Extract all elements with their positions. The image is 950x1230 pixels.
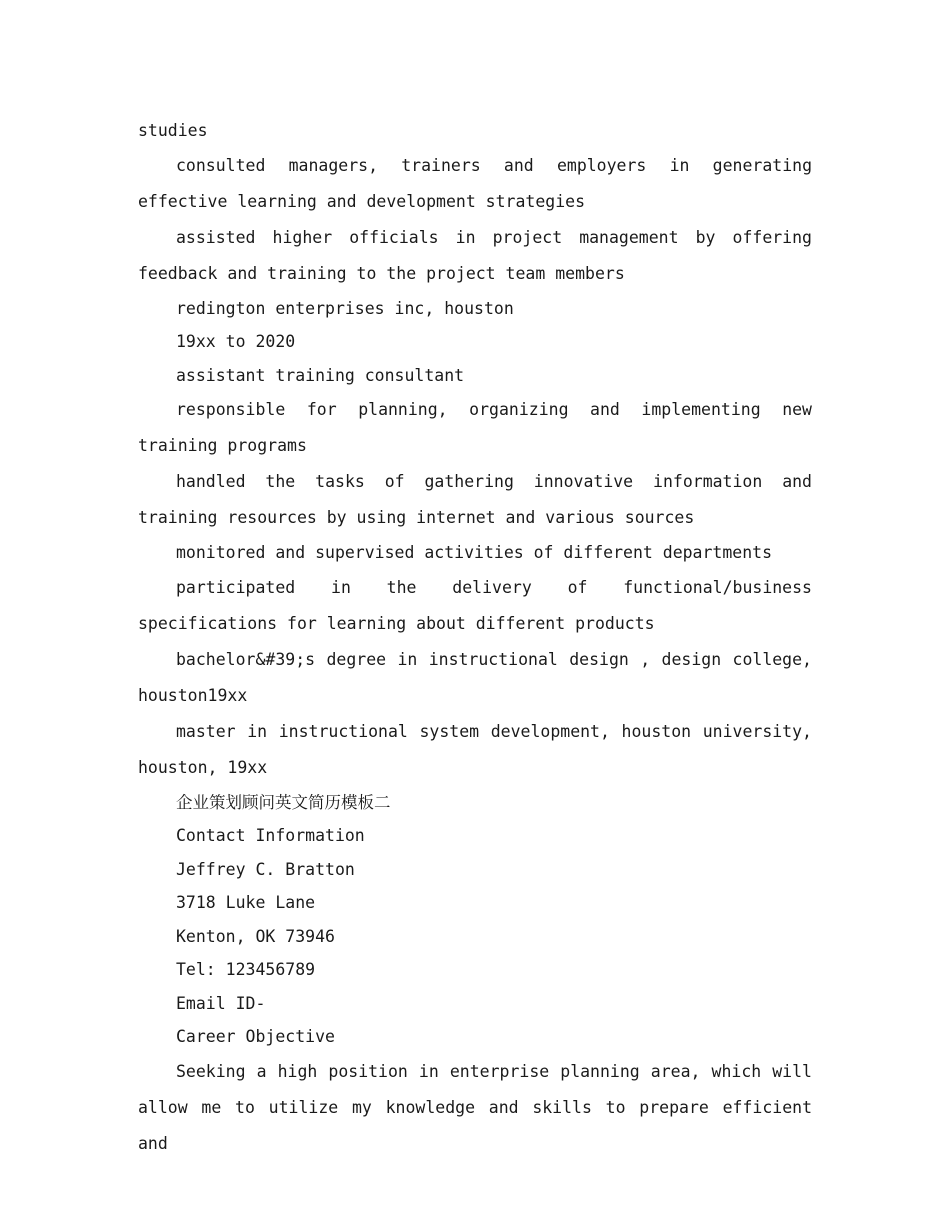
objective-heading: Career Objective <box>176 1027 335 1046</box>
text-line: monitored and supervised activities of different departments <box>176 543 773 562</box>
employer-line: redington enterprises inc, houston <box>176 298 514 318</box>
contact-city: Kenton, OK 73946 <box>176 926 335 946</box>
text-line: studies <box>138 121 208 140</box>
contact-phone: Tel: 123456789 <box>176 960 316 979</box>
document-page <box>138 114 812 1162</box>
text-paragraph: handled the tasks of gathering innovative information and training resources by using internet and various sources <box>138 472 812 527</box>
objective-text: Seeking a high position in enterprise planning area, which will allow me to utilize my knowledge and skills to prepare efficient and <box>138 1061 812 1153</box>
date-range: 19xx to 2020 <box>176 332 296 351</box>
education-entry: bachelor&#39;s degree in instructional design , design college, houston19xx <box>138 649 812 705</box>
contact-email: Email ID- <box>176 993 266 1013</box>
section-heading: 企业策划顾问英文简历模板二 <box>176 792 391 812</box>
text-paragraph: consulted managers, trainers and employers in generating effective learning and development strategies <box>138 155 812 211</box>
contact-name: Jeffrey C. Bratton <box>176 859 355 879</box>
text-paragraph: assisted higher officials in project management by offering feedback and training to the project team members <box>138 227 812 283</box>
education-entry: master in instructional system development, houston university, houston, 19xx <box>138 721 812 777</box>
text-paragraph: responsible for planning, organizing and implementing new training programs <box>138 400 812 455</box>
contact-address: 3718 Luke Lane <box>176 893 316 912</box>
job-title: assistant training consultant <box>176 365 465 385</box>
text-paragraph: participated in the delivery of functional/business specifications for learning about different products <box>138 577 812 633</box>
contact-heading: Contact Information <box>176 826 365 845</box>
